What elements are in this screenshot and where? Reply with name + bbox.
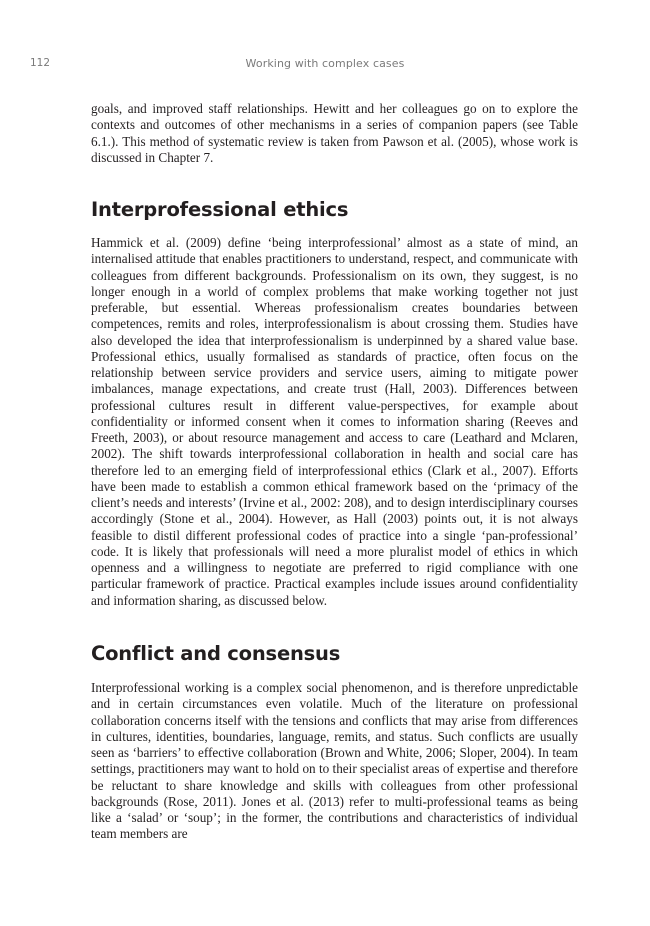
intro-paragraph: goals, and improved staff relationships. Hewitt and her colleagues go on to explore the contexts and outcomes of other mechanisms in a series of companion papers (see Table 6.1.). This method of systematic review is taken from Pawson et al. (2005), whose work is discussed in Chapter 7. [91, 101, 578, 165]
section-paragraph-conflict-and-consensus: Interprofessional working is a complex social phenomenon, and is therefore unpredictable and in certain circumstances even volatile. Much of the literature on professional collaboration concerns itself with the tensions and conflicts that may arise from differences in cultures, identities, boundaries, language, remits, and status. Such conflicts are usually seen as ‘barriers’ to effective collaboration (Brown and White, 2006; Sloper, 2004). In team settings, practitioners may want to hold on to their specialist areas of expertise and therefore be reluctant to share knowledge and skills with colleagues from other professional backgrounds (Rose, 2011). Jones et al. (2013) refer to multi-professional teams as being like a ‘salad’ or ‘soup’; in the former, the contributions and characteristics of individual team members are [91, 680, 578, 842]
section-heading-conflict-and-consensus: Conflict and consensus [91, 642, 341, 665]
page-body [91, 101, 578, 843]
page-number: 112 [30, 57, 51, 69]
running-head [0, 57, 650, 75]
section-paragraph-interprofessional-ethics: Hammick et al. (2009) define ‘being interprofessional’ almost as a state of mind, an internalised attitude that enables practitioners to understand, respect, and communicate with colleagues from different backgrounds. Professionalism on its own, they suggest, is no longer enough in a world of complex problems that make working together not just preferable, but essential. Whereas professionalism creates boundaries between competences, remits and roles, interprofessionalism is about crossing them. Studies have also developed the idea that interprofessionalism is underpinned by a shared value base. Professional ethics, usually formalised as standards of practice, often focus on the relationship between service providers and service users, aiming to mitigate power imbalances, manage expectations, and create trust (Hall, 2003). Differences between professional cultures result in different value-perspectives, for example about confidentiality or informed consent when it comes to information sharing (Reeves and Freeth, 2003), or about resource management and access to care (Leathard and Mclaren, 2002). The shift towards interprofessional collaboration in health and social care has therefore led to an emerging field of interprofessional ethics (Clark et al., 2007). Efforts have been made to establish a common ethical framework based on the ‘primacy of the client’s needs and interests’ (Irvine et al., 2002: 208), and to design interdisciplinary courses accordingly (Stone et al., 2004). However, as Hall (2003) points out, it is not always feasible to distil different professional codes of practice into a single ‘pan-professional’ code. It is likely that professionals will need a more pluralist model of ethics in which openness and a willingness to negotiate are preferred to rigid compliance with one particular framework of practice. Practical examples include issues around confidentiality and information sharing, as discussed below. [91, 235, 578, 608]
section-heading-interprofessional-ethics: Interprofessional ethics [91, 198, 349, 221]
running-head-title: Working with complex cases [245, 57, 405, 70]
